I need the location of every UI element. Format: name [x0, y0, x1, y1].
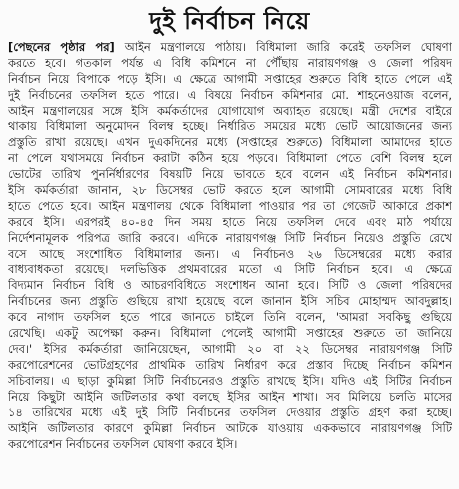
- article-line: না পেলে যথাসময়ে নির্বাচন করাটা কঠিন হয়ে পড়বে। বিধিমালা পেতে বেশি বিলম্ব হলে: [8, 151, 452, 166]
- continuation-tag: [পেছনের পৃষ্ঠার পর]: [8, 40, 115, 54]
- article-line: রেখেছি। একটু অপেক্ষা করুন। বিধিমালা পেলেই আগামী সপ্তাহের শুরুতে তা জানিয়ে: [8, 326, 452, 341]
- article-line: প্রস্তুতি রাখা রয়েছে। এখন দুএকদিনের মধ্যে (সপ্তাহের শুরুতে) বিধিমালা আমাদের হাতে: [8, 135, 452, 150]
- headline: দুই নির্বাচন নিয়ে: [149, 7, 310, 35]
- article-line: করপোরেশন নির্বাচনের তফসিল ঘোষণা করবে ইসি।: [8, 437, 238, 452]
- article-line: থাকায় বিধিমালা অনুমোদন বিলম্ব হচ্ছে। নির্ধারিত সময়ের মধ্যে ভোট আয়োজনের জন্য: [8, 119, 452, 134]
- article-line: আইনি জটিলতার কারণে কুমিল্লা নির্বাচন আটকে যাওয়ায় এককভাবে নারায়ণগঞ্জ সিটি: [8, 421, 452, 436]
- article-line: ভোটের তারিখ পুনর্নির্ধারণের বিষয়টি নিয়ে ভাবতে হবে বলেন এই নির্বাচন কমিশনার।: [8, 167, 452, 182]
- article-line: নিয়ে কিছুটা আইনি জটিলতার কথা বলছে ইসির আইন শাখা। সব মিলিয়ে চলতি মাসের: [8, 389, 452, 404]
- article-line: বসে আছে সংশোধিত বিধিমালার জন্য। এ নির্বাচনও ২৬ ডিসেম্বরের মধ্যে করার: [8, 246, 452, 261]
- article-line: করপোরেশনের ভোটগ্রহণের প্রাথমিক তারিখ নির্ধারণ করে প্রস্তাব দিচ্ছে নির্বাচন কমিশন: [8, 357, 452, 372]
- article-line: ১৪ তারিখের মধ্যে এই দুই সিটি নির্বাচনের তফসিল দেওয়ার প্রস্তুতি গ্রহণ করা হচ্ছে।: [8, 405, 452, 420]
- article-line: সচিবালয়। এ ছাড়া কুমিল্লা সিটি নির্বাচনেরও প্রস্তুতি রাখছে ইসি। যদিও এই সিটির নির্বাচন: [8, 373, 452, 388]
- article-line: হাতে পেতে হবে। আইন মন্ত্রণালয় থেকে বিধিমালা পাওয়ার পর তা গেজেট আকারে প্রকাশ: [8, 198, 452, 213]
- line-text: আইন মন্ত্রণালয়ে পাঠায়। বিধিমালা জারি করেই তফসিল ঘোষণা: [114, 40, 452, 54]
- article-line: বাধ্যবাধকতা রয়েছে। দলভিত্তিক প্রথমবারের মতো এ সিটি নির্বাচন হবে। এ ক্ষেত্রে: [8, 262, 452, 277]
- article-line: [8, 40, 452, 56]
- article-line: ইসি কর্মকর্তারা জানান, ২৮ ডিসেম্বর ভোট করতে হলে আগামী সোমবারের মধ্যে বিধি: [8, 183, 452, 198]
- article-line: কবে নাগাদ তফসিল হতে পারে জানতে চাইলে তিনি বলেন, 'আমরা সবকিছু গুছিয়ে: [8, 310, 452, 325]
- article-line: দেব।' ইসির কর্মকর্তারা জানিয়েছেন, আগামী ২০ বা ২২ ডিসেম্বর নারায়ণগঞ্জ সিটি: [8, 341, 452, 356]
- article-line: করতে হবে। গতকাল পর্যন্ত এ বিধি কমিশনে না পৌঁছায় নারায়ণগঞ্জ ও জেলা পরিষদ: [8, 55, 452, 70]
- article-line: আইন মন্ত্রণালয়ের সঙ্গে ইসি কর্মকর্তাদের যোগাযোগ অব্যাহত রয়েছে। মন্ত্রী দেশের বাইরে: [8, 103, 452, 118]
- article-line: নির্দেশনামূলক পরিপত্র জারি করবে। এদিকে নারায়ণগঞ্জ সিটি নির্বাচন নিয়েও প্রস্তুতি রেখে: [8, 230, 452, 245]
- article-line: নির্বাচনের জন্য প্রস্তুতি গুছিয়ে রাখা হয়েছে বলে জানান ইসি সচিব মোহাম্মদ আবদুল্লাহ।: [8, 294, 452, 309]
- article-line: করবে ইসি। এরপরই ৪০-৪৫ দিন সময় হাতে নিয়ে তফসিল দেবে এবং মাঠ পর্যায়ে: [8, 214, 452, 229]
- article-line: নির্বাচন নিয়ে বিপাকে পড়ে ইসি। এ ক্ষেত্রে আগামী সপ্তাহের শুরুতে বিধি হাতে পেলে এই: [8, 71, 452, 86]
- article-line: বিদ্যমান নির্বাচন বিধি ও আচরণবিধিতে সংশোধন আনা হবে। সিটি ও জেলা পরিষদের: [8, 278, 452, 293]
- article-body: [8, 40, 452, 486]
- article-line: দুই নির্বাচনের তফসিল হতে পারে। এ বিষয়ে নির্বাচন কমিশনার মো. শাহনেওয়াজ বলেন,: [8, 87, 452, 102]
